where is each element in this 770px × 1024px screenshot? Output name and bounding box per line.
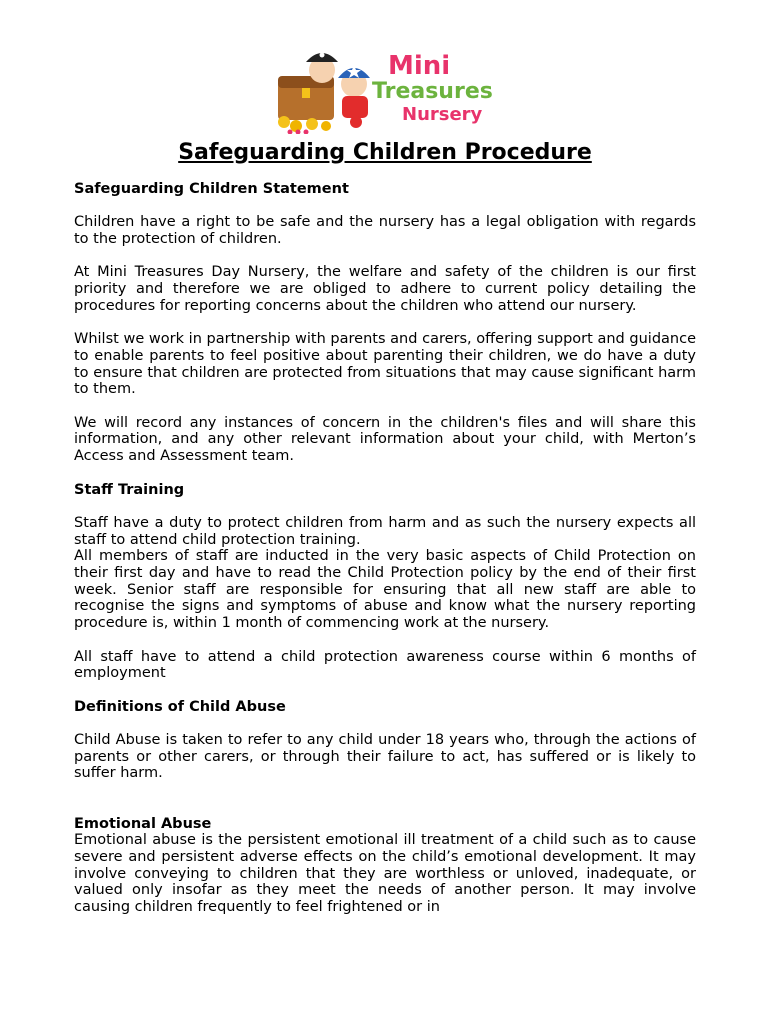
definitions-heading: Definitions of Child Abuse <box>74 698 286 715</box>
mini-treasures-logo <box>272 40 502 134</box>
paragraph: Emotional abuse is the persistent emotional ill treatment of a child such as to cause severe and persistent adverse effects on the child’s emotional development. It may involve conveying to children that they are worthless or unloved, inadequate, or valued only insofar as they meet the needs of another person. It may involve causing children frequently to feel frightened or in <box>74 832 696 916</box>
logo-text-treasures: Treasures <box>372 79 493 104</box>
statement-heading: Safeguarding Children Statement <box>74 181 349 197</box>
staff-training-heading: Staff Training <box>74 481 185 498</box>
paragraph: Whilst we work in partnership with parents and carers, offering support and guidance to enable parents to feel positive about parenting their children, we do have a duty to ensure that children are protected from situations that may cause significant harm to them. <box>74 331 696 398</box>
paragraph: All staff have to attend a child protection awareness course within 6 months of employment <box>74 648 696 682</box>
page-title: Safeguarding Children Procedure <box>178 140 592 165</box>
paragraph: All members of staff are inducted in the very basic aspects of Child Protection on their first day and have to read the Child Protection policy by the end of their first week. Senior staff are responsible for ensuring that all new staff are able to recognise the signs and symptoms of abuse and know what the nursery reporting procedure is, within 1 month of commencing work at the nursery. <box>74 548 696 632</box>
paragraph: Staff have a duty to protect children from harm and as such the nursery expects all staff to attend child protection training. <box>74 514 696 548</box>
paragraph: We will record any instances of concern in the children's files and will share this information, and any other relevant information about your child, with Merton’s Access and Assessment team. <box>74 414 696 465</box>
logo-text-mini: Mini <box>388 51 451 81</box>
logo-text-nursery: Nursery <box>402 104 483 125</box>
emotional-abuse-heading: Emotional Abuse <box>74 815 212 832</box>
paragraph: Child Abuse is taken to refer to any child under 18 years who, through the actions of parents or other carers, or through their failure to act, has suffered or is likely to suffer harm. <box>74 732 696 782</box>
logo-graphic <box>272 40 502 134</box>
paragraph: At Mini Treasures Day Nursery, the welfare and safety of the children is our first priority and therefore we are obliged to adhere to current policy detailing the procedures for reporting concerns about the children who attend our nursery. <box>74 264 696 314</box>
document-content <box>74 140 696 916</box>
paragraph: Children have a right to be safe and the nursery has a legal obligation with regards to the protection of children. <box>74 214 696 248</box>
